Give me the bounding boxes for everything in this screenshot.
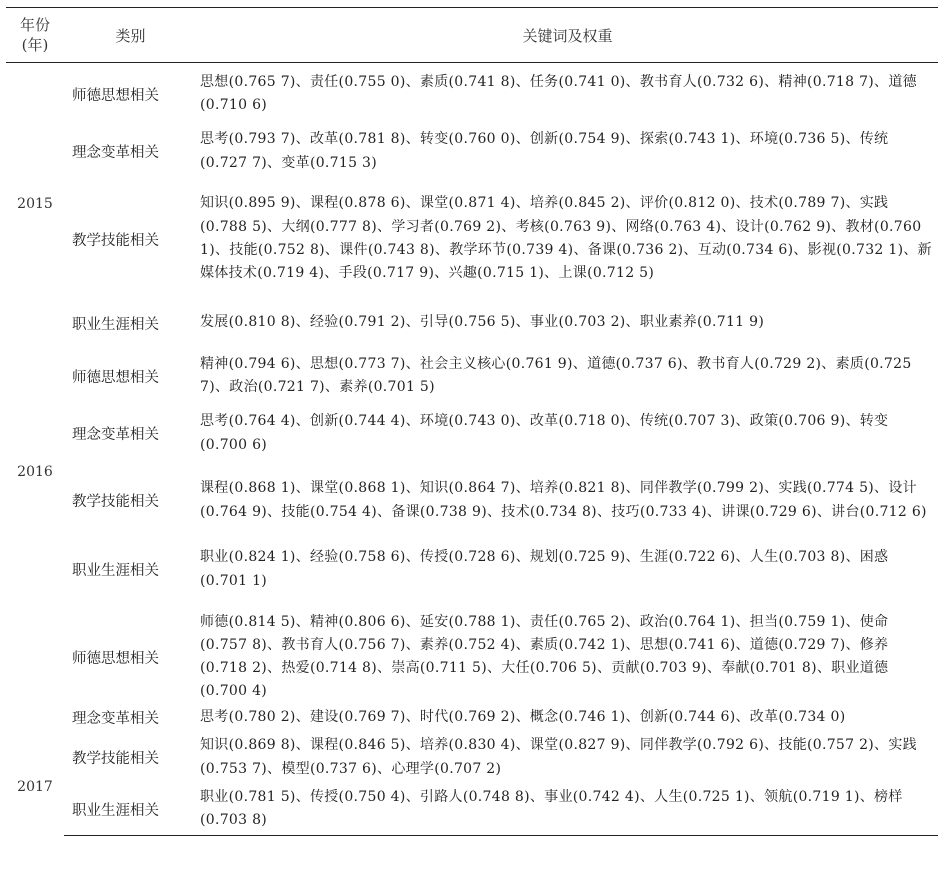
table-row	[6, 461, 938, 541]
keywords-cell: 师德(0.814 5)、精神(0.806 6)、延安(0.788 1)、责任(0.765 2)、政治(0.764 1)、担当(0.759 1)、使命(0.757 8)、教书育人(0.756 7)、素养(0.752 4)、素质(0.742 1)、思想(0.741 6)、道德(0.729 7)、修养(0.718 2)、热爱(0.714 8)、崇高(0.711 5)、大任(0.706 5)、贡献(0.703 9)、奉献(0.701 8)、职业道德(0.700 4)	[200, 613, 889, 700]
table-row	[6, 784, 938, 836]
table-row	[6, 301, 938, 346]
keywords-cell: 思考(0.764 4)、创新(0.744 4)、环境(0.743 0)、改革(0.718 0)、传统(0.707 3)、政策(0.706 9)、转变(0.700 6)	[200, 413, 889, 453]
table-row	[6, 407, 938, 461]
table-row	[6, 126, 938, 178]
keywords-cell: 职业(0.781 5)、传授(0.750 4)、引路人(0.748 8)、事业(0.742 4)、人生(0.725 1)、领航(0.719 1)、榜样(0.703 8)	[197, 784, 938, 836]
category-cell: 职业生涯相关	[72, 316, 159, 333]
category-cell: 教学技能相关	[72, 751, 159, 768]
header-keywords: 关键词及权重	[197, 8, 938, 63]
keywords-cell: 思想(0.765 7)、责任(0.755 0)、素质(0.741 8)、任务(0.741 0)、教书育人(0.732 6)、精神(0.718 7)、道德(0.710 6)	[200, 73, 917, 114]
category-cell: 理念变革相关	[72, 145, 159, 161]
header-year	[6, 8, 64, 63]
table-row	[6, 541, 938, 599]
keywords-cell: 思考(0.780 2)、建设(0.769 7)、时代(0.769 2)、概念(0.746 1)、创新(0.744 6)、改革(0.734 0)	[200, 709, 846, 726]
category-cell: 师德思想相关	[72, 650, 159, 667]
table-row	[6, 346, 938, 407]
table-header-row	[6, 8, 938, 63]
category-cell: 师德思想相关	[72, 87, 159, 104]
header-category: 类别	[64, 8, 197, 63]
keywords-cell: 思考(0.793 7)、改革(0.781 8)、转变(0.760 0)、创新(0.754 9)、探索(0.743 1)、环境(0.736 5)、传统(0.727 7)、变革(0.715 3)	[200, 131, 889, 171]
category-cell: 师德思想相关	[72, 369, 159, 386]
table-row	[6, 599, 938, 704]
keyword-weights-table	[6, 7, 938, 836]
category-cell: 理念变革相关	[72, 711, 159, 728]
table-row	[6, 704, 938, 732]
table-row	[6, 63, 938, 126]
keywords-cell: 知识(0.869 8)、课程(0.846 5)、培养(0.830 4)、课堂(0.827 9)、同伴教学(0.792 6)、技能(0.757 2)、实践(0.753 7)、模型(0.737 6)、心理学(0.707 2)	[200, 737, 917, 777]
category-cell: 职业生涯相关	[64, 784, 197, 836]
keywords-cell: 职业(0.824 1)、经验(0.758 6)、传授(0.728 6)、规划(0.725 9)、生涯(0.722 6)、人生(0.703 8)、困惑(0.701 1)	[200, 549, 889, 589]
category-cell: 理念变革相关	[72, 427, 159, 443]
year-cell-2017: 2017	[17, 779, 53, 796]
table-row	[6, 732, 938, 784]
header-year-line1: 年份	[19, 16, 50, 34]
keywords-cell: 发展(0.810 8)、经验(0.791 2)、引导(0.756 5)、事业(0.703 2)、职业素养(0.711 9)	[200, 314, 765, 331]
year-cell-2015: 2015	[17, 196, 53, 213]
table-row	[6, 178, 938, 301]
keywords-cell: 知识(0.895 9)、课程(0.878 6)、课堂(0.871 4)、培养(0.845 2)、评价(0.812 0)、技术(0.789 7)、实践(0.788 5)、大纲(0.777 8)、学习者(0.769 2)、考核(0.763 9)、网络(0.763 4)、设计(0.762 9)、教材(0.760 1)、技能(0.752 8)、课件(0.743 8)、教学环节(0.739 4)、备课(0.736 2)、互动(0.734 6)、影视(0.732 1)、新媒体技术(0.719 4)、手段(0.717 9)、兴趣(0.715 1)、上课(0.712 5)	[200, 195, 932, 282]
keywords-cell: 课程(0.868 1)、课堂(0.868 1)、知识(0.864 7)、培养(0.821 8)、同伴教学(0.799 2)、实践(0.774 5)、设计(0.764 9)、技能(0.754 4)、备课(0.738 9)、技术(0.734 8)、技巧(0.733 4)、讲课(0.729 6)、讲台(0.712 6)	[200, 480, 927, 520]
category-cell: 职业生涯相关	[72, 563, 159, 579]
year-cell-2016: 2016	[17, 464, 53, 480]
keywords-cell: 精神(0.794 6)、思想(0.773 7)、社会主义核心(0.761 9)、道德(0.737 6)、教书育人(0.729 2)、素质(0.725 7)、政治(0.721 7)、素养(0.701 5)	[200, 355, 912, 395]
header-year-line2: (年)	[21, 36, 49, 54]
category-cell: 教学技能相关	[72, 494, 159, 510]
category-cell: 教学技能相关	[72, 232, 159, 249]
